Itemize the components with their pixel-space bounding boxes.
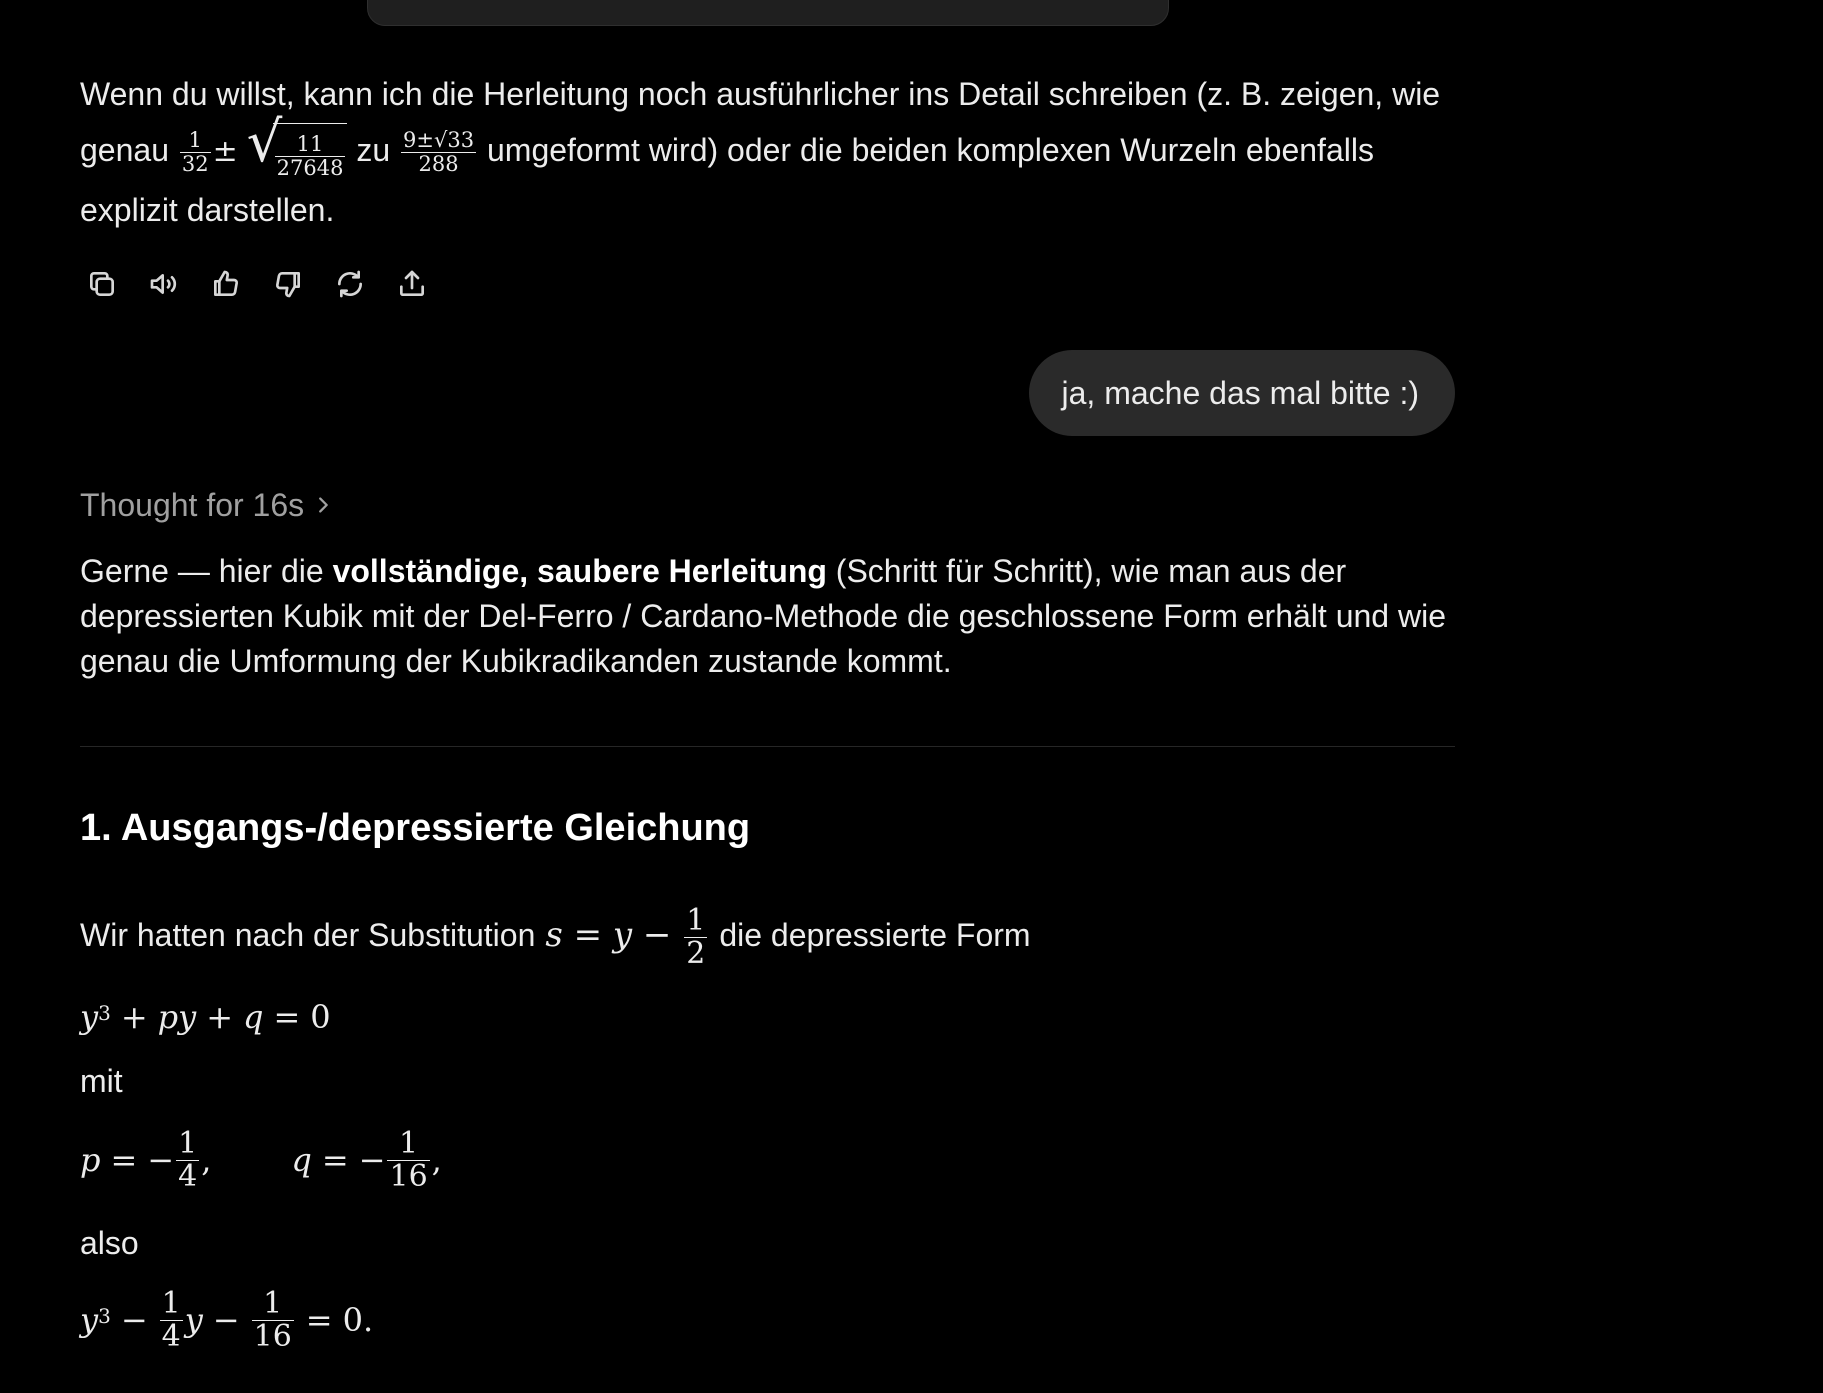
word-mit: mit: [80, 1063, 123, 1099]
thumbs-up-icon: [210, 268, 242, 300]
message-action-bar: [80, 262, 434, 306]
thought-label: Thought for 16s: [80, 487, 305, 523]
assistant-paragraph-offer: Wenn du willst, kann ich die Herleitung noch ausführlicher ins Detail schreiben (z. B. zeigen, wie genau $\frac{1}{32}$ ± √ $\frac{11}{27648}$ zu $\frac{9\pm√33}{288}$ umgeformt wird) oder die beiden komplexen Wurzeln ebenfalls explizit darstellen.: [80, 76, 1441, 229]
assistant-paragraph-intro: Gerne — hier die vollständige, saubere Herleitung (Schritt für Schritt), wie man aus der depressierten Kubik mit der Del-Ferro / Cardano-Methode die geschlossene Form erhält und wie genau die Umformung der Kubikradikanden zustande kommt.: [80, 553, 1446, 679]
share-button[interactable]: [390, 262, 434, 306]
square-root: √ $\frac{11}{27648}$: [247, 123, 348, 182]
fraction-one-over-32: $\frac{1}{32}$: [181, 128, 209, 177]
thought-toggle[interactable]: [80, 482, 334, 528]
dislike-button[interactable]: [266, 262, 310, 306]
substitution-formula: s = y − $\frac{1}{2}$: [545, 902, 706, 971]
like-button[interactable]: [204, 262, 248, 306]
fraction-one-quarter: $\frac{1}{4}$: [178, 1125, 198, 1194]
speaker-icon: [148, 268, 180, 300]
fraction-11-over-27648: $\frac{11}{27648}$: [276, 132, 344, 181]
section-heading: 1. Ausgangs-/depressierte Gleichung: [80, 807, 751, 849]
copy-button[interactable]: [80, 262, 124, 306]
word-also: also: [80, 1225, 139, 1261]
fraction-one-quarter: $\frac{1}{4}$: [161, 1285, 181, 1354]
fraction-9pm-sqrt33-over-288: $\frac{9\pm√33}{288}$: [403, 128, 475, 177]
fraction-one-sixteenth: $\frac{1}{16}$: [389, 1125, 428, 1194]
regenerate-button[interactable]: [328, 262, 372, 306]
fraction-one-half: $\frac{1}{2}$: [686, 902, 706, 971]
concrete-cubic-equation: y $^3$ − $\frac{1}{4}$ y − $\frac{1}{16}$ = 0.: [80, 1285, 374, 1354]
coefficient-equations: p = − $\frac{1}{4}$ , q = − $\frac{1}{16}$ ,: [80, 1125, 442, 1194]
chevron-right-icon: [312, 494, 334, 516]
thumbs-down-icon: [272, 268, 304, 300]
refresh-icon: [334, 268, 366, 300]
share-icon: [396, 268, 428, 300]
read-aloud-button[interactable]: [142, 262, 186, 306]
user-message-bubble: ja, mache das mal bitte :): [1029, 350, 1455, 436]
depressed-cubic-equation: y $^3$ + py + q = 0: [80, 998, 331, 1036]
assistant-paragraph-substitution: Wir hatten nach der Substitution s = y − $\frac{1}{2}$ die depressierte Form: [80, 900, 1031, 970]
copy-icon: [86, 268, 118, 300]
previous-code-block-edge: [367, 0, 1169, 26]
fraction-one-sixteenth: $\frac{1}{16}$: [253, 1285, 292, 1354]
section-divider: [80, 746, 1455, 747]
